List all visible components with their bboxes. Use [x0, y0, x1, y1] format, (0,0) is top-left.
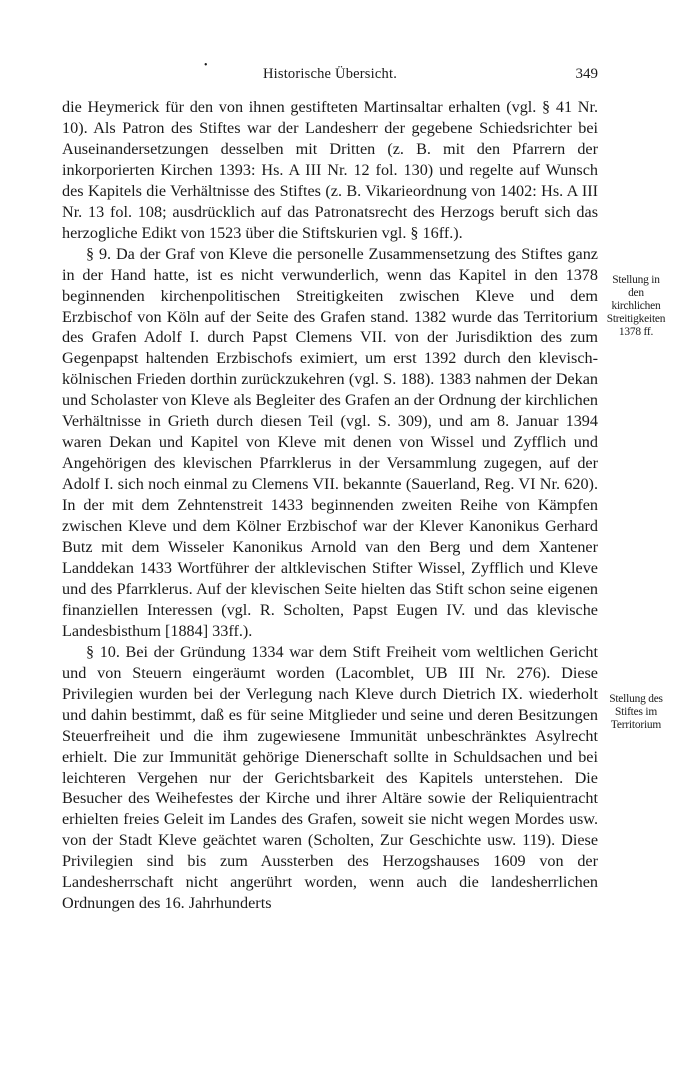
running-head-title: Historische Übersicht.	[262, 66, 398, 82]
margin-note-line: Stellung in den	[612, 274, 660, 299]
margin-note-line: 1378 ff.	[618, 326, 654, 338]
margin-note-line: Territorium	[610, 719, 662, 731]
body-text	[62, 97, 598, 914]
page-number: 349	[575, 66, 598, 82]
margin-note-line: Stellung des	[609, 693, 663, 705]
margin-note-territorium	[604, 693, 668, 732]
paragraph-section-9: § 9. Da der Graf von Kleve die personelle Zusammensetzung des Stiftes ganz in der Hand hatte, ist es nicht verwunderlich, wenn das Kapitel in den 1378 beginnenden kirchenpolitischen Streitigkeiten zwischen Kleve und dem Erzbischof von Köln auf der Seite des Grafen stand. 1382 wurde das Territorium des Grafen Adolf I. durch Papst Clemens VII. von der Jurisdiktion des zum Gegenpapst haltenden Erzbischofs eximiert, um erst 1392 durch den klevisch-kölnischen Frieden dorthin zurückzukehren (vgl. S. 188). 1383 nahmen der Dekan und Scholaster von Kleve als Begleiter des Grafen an der Ordnung der kirchlichen Verhältnisse in Grieth durch diesen Teil (vgl. S. 309), und am 8. Januar 1394 waren Dekan und Kapitel von Kleve mit denen von Wissel und Zyfflich und Angehörigen des klevischen Pfarrklerus in der Versammlung zugegen, auf der Adolf I. sich noch einmal zu Clemens VII. bekannte (Sauerland, Reg. VI Nr. 620). In der mit dem Zehntenstreit 1433 beginnenden zweiten Reihe von Kämpfen zwischen Kleve und dem Kölner Erzbischof war der Klever Kanonikus Gerhard Butz mit dem Wisseler Kanonikus Arnold van den Berg und dem Xantener Landdekan 1433 Wortführer der altklevischen Stifter Wissel, Zyfflich und Kleve und des Pfarrklerus. Auf der klevischen Seite hielten das Stift schon seine eigenen finanziellen Interessen (vgl. R. Scholten, Papst Eugen IV. und das klevische Landesbisthum [1884] 33ff.).	[62, 244, 598, 640]
paragraph-continued: die Heymerick für den von ihnen gestifteten Martinsaltar erhalten (vgl. § 41 Nr. 10). Als Patron des Stiftes war der Landesherr der gegebene Schiedsrichter bei Auseinandersetzungen desselben mit Dritten (z. B. mit den Pfarrern der inkorporierten Kirchen 1393: Hs. A III Nr. 12 fol. 130) und regelte auf Wunsch des Kapitels die Verhältnisse des Stiftes (z. B. Vikarieordnung von 1402: Hs. A III Nr. 13 fol. 108; ausdrücklich auf das Patronatsrecht des Herzogs beruft sich das herzogliche Edikt von 1523 über die Stiftskurien vgl. § 16ff.).	[62, 98, 598, 242]
printer-speck: •	[204, 60, 208, 71]
margin-note-line: Stiftes im	[615, 706, 657, 718]
margin-note-line: kirchlichen	[611, 300, 661, 312]
margin-note-streitigkeiten	[604, 274, 668, 339]
running-head	[62, 66, 598, 86]
paragraph-section-10: § 10. Bei der Gründung 1334 war dem Stift Freiheit vom weltlichen Gericht und von Steuern eingeräumt worden (Lacomblet, UB III Nr. 276). Diese Privilegien wurden bei der Verlegung nach Kleve durch Dietrich IX. wiederholt und dahin bestimmt, daß es für seine Mitglieder und seine und deren Besitzungen Steuerfreiheit und die ihm zugewiesene Immunität unbeschränktes Asylrecht erhielt. Die zur Immunität gehörige Dienerschaft sollte in Schuldsachen und bei leichteren Vergehen nur der Gerichtsbarkeit des Kapitels unterstehen. Die Besucher des Weihefestes der Kirche und ihrer Altäre sowie der Reliquientracht erhielten freies Geleit im Landes des Grafen, soweit sie nicht wegen Mordes usw. von der Stadt Kleve geächtet waren (Scholten, Zur Geschichte usw. 119). Diese Privilegien sind bis zum Aussterben des Herzogshauses 1609 von der Landesherrschaft nicht angerührt worden, wenn auch die landesherrlichen Ordnungen des 16. Jahrhunderts	[62, 642, 598, 913]
margin-note-line: Streitigkeiten	[606, 313, 666, 325]
